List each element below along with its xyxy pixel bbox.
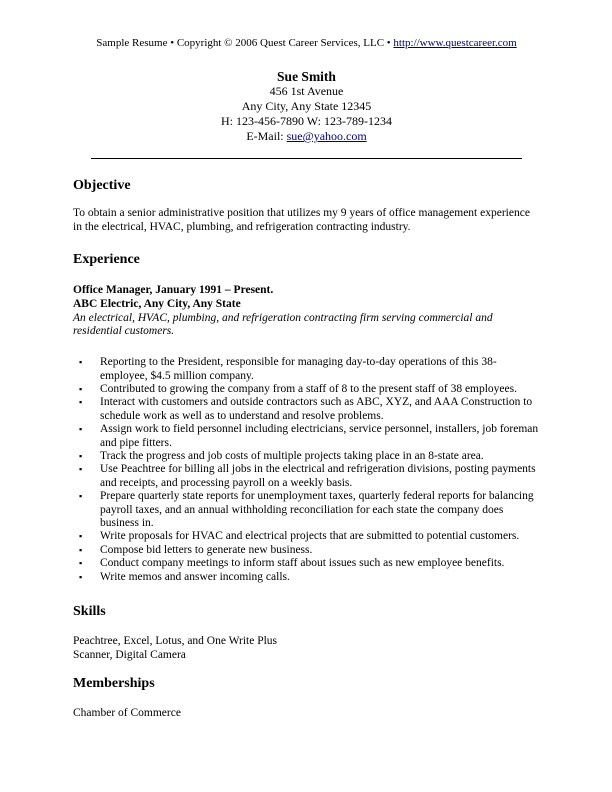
bullet-icon: ▪: [79, 357, 83, 368]
skills-list: [73, 634, 540, 662]
contact-block: [73, 69, 540, 144]
bullet-icon: ▪: [79, 531, 83, 542]
experience-bullet: [73, 383, 540, 396]
bullet-text: Reporting to the President, responsible for managing day-to-day operations of this 38-employee, $4.5 million company.: [100, 356, 497, 382]
bullet-icon: ▪: [79, 544, 83, 555]
bullet-text: Use Peachtree for billing all jobs in the electrical and refrigeration divisions, posting payments and receipts, and processing payroll on a weekly basis.: [100, 463, 536, 489]
bullet-icon: ▪: [79, 571, 83, 582]
email-label: E-Mail:: [246, 129, 284, 143]
bullet-text: Assign work to field personnel including electricians, service personnel, installers, job foreman and pipe fitters.: [100, 423, 539, 449]
header-note-separator: •: [386, 37, 391, 49]
memberships-list: [73, 706, 540, 720]
skills-line: Peachtree, Excel, Lotus, and One Write Plus: [73, 635, 278, 648]
header-divider: [91, 158, 522, 159]
bullet-text: Prepare quarterly state reports for unemployment taxes, quarterly federal reports for balancing payroll taxes, and an annual withholding reconciliation for each state the company does business in.: [100, 490, 534, 530]
bullet-text: Write proposals for HVAC and electrical projects that are submitted to potential customers.: [100, 530, 520, 543]
bullet-text: Conduct company meetings to inform staff about issues such as new employee benefits.: [100, 557, 505, 570]
bullet-icon: ▪: [79, 397, 83, 408]
header-note-prefix: Sample Resume: [96, 37, 168, 49]
bullet-text: Write memos and answer incoming calls.: [100, 570, 290, 583]
bullet-icon: ▪: [79, 464, 83, 475]
header-note-copyright: Copyright © 2006 Quest Career Services, LLC: [176, 37, 385, 49]
bullet-text: Interact with customers and outside contractors such as ABC, XYZ, and AAA Construction to schedule work as well as to understand and resolve problems.: [100, 396, 533, 422]
experience-bullet: [73, 423, 540, 450]
objective-text: To obtain a senior administrative position that utilizes my 9 years of office management experience in the electrical, HVAC, plumbing, and refrigeration contracting industry.: [73, 207, 530, 233]
job-block: [73, 284, 540, 339]
experience-bullet: [73, 356, 540, 383]
address-line-1: 456 1st Avenue: [269, 84, 344, 98]
questcareer-link[interactable]: http://www.questcareer.com: [393, 37, 517, 49]
job-employer: ABC Electric, Any City, Any State: [73, 297, 241, 310]
experience-bullet: [73, 450, 540, 463]
experience-heading: Experience: [73, 252, 140, 267]
bullet-icon: ▪: [79, 384, 83, 394]
bullet-icon: ▪: [79, 558, 83, 569]
email-link[interactable]: sue@yahoo.com: [286, 129, 367, 143]
header-note-separator: •: [170, 37, 175, 49]
email-line: [73, 129, 540, 144]
experience-bullet: [73, 544, 540, 557]
experience-bullet-list: [73, 356, 540, 584]
bullet-icon: ▪: [79, 424, 83, 435]
bullet-text: Contributed to growing the company from a staff of 8 to the present staff of 38 employees.: [100, 383, 517, 395]
bullet-text: Track the progress and job costs of multiple projects taking place in an 8-state area.: [100, 450, 484, 463]
experience-bullet: [73, 463, 540, 490]
experience-bullet: [73, 396, 540, 423]
experience-bullet: [73, 490, 540, 530]
experience-bullet: [73, 557, 540, 570]
memberships-heading: Memberships: [73, 676, 155, 692]
experience-bullet: [73, 571, 540, 584]
bullet-icon: ▪: [79, 451, 83, 462]
membership-line: Chamber of Commerce: [73, 707, 181, 720]
job-title: Office Manager, January 1991 – Present.: [73, 284, 274, 296]
skills-line: Scanner, Digital Camera: [73, 649, 186, 662]
skills-heading: Skills: [73, 604, 106, 620]
bullet-icon: ▪: [79, 491, 83, 502]
bullet-text: Compose bid letters to generate new business.: [100, 543, 313, 556]
experience-bullet: [73, 530, 540, 543]
objective-heading: Objective: [73, 178, 131, 193]
employer-description: An electrical, HVAC, plumbing, and refrigeration contracting firm serving commercial and residential customers.: [73, 311, 493, 338]
address-line-2: Any City, Any State 12345: [241, 99, 372, 113]
phone-numbers: H: 123-456-7890 W: 123-789-1234: [221, 114, 392, 128]
header-note: [73, 37, 540, 49]
candidate-name: Sue Smith: [277, 69, 336, 84]
